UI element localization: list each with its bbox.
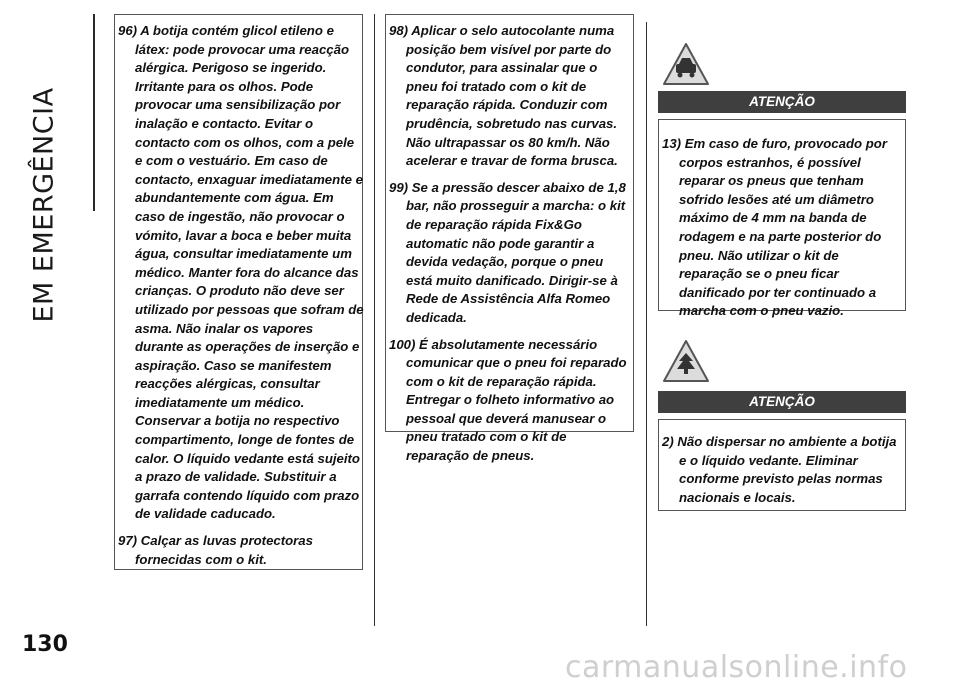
note-98: 98) Aplicar o selo autocolante numa posição bem visível por parte do condutor, para assinalar que o pneu foi tratado com o kit de reparação rápida. Conduzir com prudência, sobretudo nas curvas. Não ultrapassar os 80 km/h. Não acelerar e travar de forma brusca. xyxy=(389,23,618,169)
warning-2: 2) Não dispersar no ambiente a botija e o líquido vedante. Eliminar conforme previsto pelas normas nacionais e locais. xyxy=(662,434,897,505)
column-divider-1 xyxy=(374,14,375,626)
note-96: 96) A botija contém glicol etileno e látex: pode provocar uma reacção alérgica. Perigoso se ingerido. Irritante para os olhos. Pode provocar uma sensibilização por inalação e contacto. Evitar o contacto com os olhos, com a pele e com o vestuário. Em caso de contacto, enxaguar imediatamente e abundantemente com água. Em caso de ingestão, não provocar o vómito, lavar a boca e beber muita água, consultar imediatamente um médico. Manter fora do alcance das crianças. O produto não deve ser utilizado por pessoas que sofram de asma. Não inalar os vapores durante as operações de inserção e aspiração. Caso se manifestem reacções alérgicas, consultar imediatamente um médico. Conservar a botija no respectivo compartimento, longe de fontes de calor. O líquido vedante está sujeito a prazo de validade. Substituir a garrafa contendo líquido com prazo de validade caducado. xyxy=(118,23,364,522)
note-97: 97) Calçar as luvas protectoras fornecidas com o kit. xyxy=(118,533,313,567)
notes-text-left xyxy=(118,22,364,569)
warning-text-2 xyxy=(662,433,904,507)
column-divider-2 xyxy=(646,22,647,626)
warning-13: 13) Em caso de furo, provocado por corpos estranhos, é possível reparar os pneus que tenham sofrido lesões até um diâmetro máximo de 4 mm na banda de rodagem e na parte posterior do pneu. Não utilizar o kit de reparação se o pneu ficar danificado por ter continuado a marcha com o pneu vazio. xyxy=(662,136,887,319)
note-99: 99) Se a pressão descer abaixo de 1,8 bar, não prosseguir a marcha: o kit de reparação rápida Fix&Go automatic não pode garantir a devida vedação, porque o pneu está muito danificado. Dirigir-se à Rede de Assistência Alfa Romeo dedicada. xyxy=(389,179,626,325)
page-number: 130 xyxy=(22,632,68,657)
section-rule xyxy=(93,14,95,211)
environment-warning-icon xyxy=(662,339,710,388)
section-title: EM EMERGÊNCIA xyxy=(28,87,60,323)
notes-text-middle xyxy=(389,22,632,466)
warning-header-1: ATENÇÃO xyxy=(658,91,906,113)
car-warning-icon xyxy=(662,42,710,91)
warning-text-1 xyxy=(662,135,904,321)
warning-header-2: ATENÇÃO xyxy=(658,391,906,413)
note-100: 100) É absolutamente necessário comunicar que o pneu foi reparado com o kit de reparação rápida. Entregar o folheto informativo ao pessoal que deverá manusear o pneu tratado com o kit de reparação de pneus. xyxy=(389,336,627,464)
watermark: carmanualsonline.info xyxy=(565,650,908,685)
